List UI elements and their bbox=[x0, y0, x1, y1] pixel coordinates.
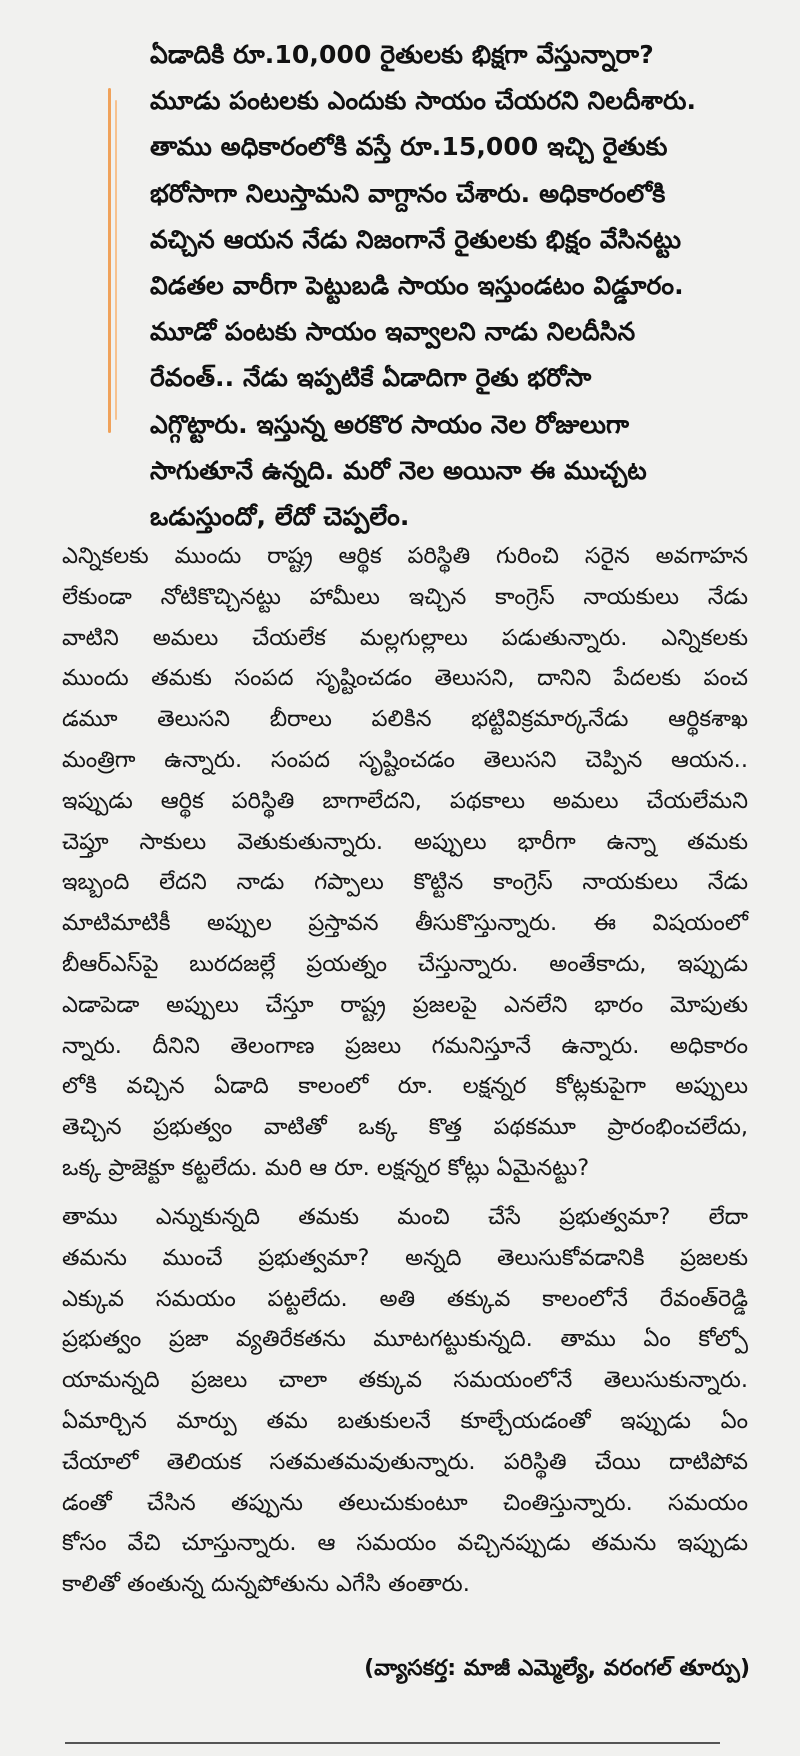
pullquote-line: మూడో పంటకు సాయం ఇవ్వాలని నాడు నిలదీసిన bbox=[150, 317, 636, 347]
footer-divider bbox=[65, 1742, 720, 1744]
paragraph-line: లేకుండా నోటికొచ్చినట్టు హామీలు ఇచ్చిన కాంగ్రెస్ నాయకులు నేడు bbox=[62, 583, 748, 610]
paragraph-line: ఇప్పుడు ఆర్థిక పరిస్థితి బాగాలేదని, పథకాలు అమలు చేయలేమని bbox=[62, 787, 748, 814]
body-paragraph-2 bbox=[62, 1197, 748, 1605]
pullquote-line: వచ్చిన ఆయన నేడు నిజంగానే రైతులకు భిక్షం వేసినట్టు bbox=[150, 224, 682, 254]
pullquote-line: ఒడుస్తుందో, లేదో చెప్పలేం. bbox=[150, 502, 410, 532]
paragraph-line: న్నారు. దీనిని తెలంగాణ ప్రజలు గమనిస్తూనే ఉన్నారు. అధికారం bbox=[62, 1032, 748, 1059]
paragraph-line: ఎడాపెడా అప్పులు చేస్తూ రాష్ట్ర ప్రజలపై ఎనలేని భారం మోపుతు bbox=[62, 991, 749, 1018]
paragraph-line: డంతో చేసిన తప్పును తలుచుకుంటూ చింతిస్తున్నారు. సమయం bbox=[62, 1489, 748, 1516]
pullquote-line: భరోసాగా నిలుస్తామని వాగ్దానం చేశారు. అధికారంలోకి bbox=[150, 178, 666, 208]
paragraph-line: చేయాలో తెలియక సతమతమవుతున్నారు. పరిస్థితి చేయి దాటిపోవ bbox=[62, 1448, 748, 1475]
paragraph-line: మంత్రిగా ఉన్నారు. సంపద సృష్టించడం తెలుసని చెప్పిన ఆయన.. bbox=[62, 746, 748, 773]
paragraph-line: డమూ తెలుసని బీరాలు పలికిన భట్టివిక్రమార్కనేడు ఆర్థికశాఖ bbox=[62, 706, 748, 733]
pullquote-line: రేవంత్.. నేడు ఇప్పటికే ఏడాదిగా రైతు భరోసా bbox=[150, 363, 592, 393]
pullquote-line: సాగుతూనే ఉన్నది. మరో నెల అయినా ఈ ముచ్చట bbox=[150, 455, 647, 485]
paragraph-line: మాటిమాటికీ అప్పుల ప్రస్తావన తీసుకొస్తున్నారు. ఈ విషయంలో bbox=[62, 910, 748, 937]
paragraph-line: తెచ్చిన ప్రభుత్వం వాటితో ఒక్క కొత్త పథకమూ ప్రారంభించలేదు, bbox=[62, 1114, 748, 1141]
pullquote-line: తాము అధికారంలోకి వస్తే రూ.15,000 ఇచ్చి రైతుకు bbox=[150, 132, 668, 162]
pullquote-line: విడతల వారీగా పెట్టుబడి సాయం ఇస్తుండటం విడ్డూరం. bbox=[150, 271, 684, 301]
paragraph-line: బీఆర్ఎస్‌పై బురదజల్లే ప్రయత్నం చేస్తున్నారు. అంతేకాదు, ఇప్పుడు bbox=[62, 950, 748, 977]
body-paragraph-1 bbox=[62, 536, 748, 1189]
paragraph-line: తాము ఎన్నుకున్నది తమకు మంచి చేసే ప్రభుత్వమా? లేదా bbox=[62, 1204, 748, 1230]
pullquote-accent-bar bbox=[108, 88, 111, 433]
pullquote-line: ఏడాదికి రూ.10,000 రైతులకు భిక్షగా వేస్తున్నారా? bbox=[150, 40, 654, 69]
paragraph-line: ఏమార్చిన మార్పు తమ బతుకులనే కూల్చేయడంతో ఇప్పుడు ఏం bbox=[62, 1407, 748, 1434]
paragraph-line: ఒక్క ప్రాజెక్టూ కట్టలేదు. మరి ఆ రూ. లక్షన్నర కోట్లు ఏమైనట్టు? bbox=[62, 1154, 590, 1181]
paragraph-line: వాటిని అమలు చేయలేక మల్లగుల్లాలు పడుతున్నారు. ఎన్నికలకు bbox=[62, 624, 748, 651]
paragraph-line: లోకి వచ్చిన ఏడాది కాలంలో రూ. లక్షన్నర కోట్లకుపైగా అప్పులు bbox=[62, 1073, 748, 1100]
author-byline: (వ్యాసకర్త: మాజీ ఎమ్మెల్యే, వరంగల్ తూర్పు) bbox=[364, 1656, 750, 1681]
paragraph-line: తమను ముంచే ప్రభుత్వమా? అన్నది తెలుసుకోవడానికి ప్రజలకు bbox=[62, 1244, 748, 1271]
paragraph-line: ఇబ్బంది లేదని నాడు గప్పాలు కొట్టిన కాంగ్రెస్ నాయకులు నేడు bbox=[62, 869, 748, 896]
paragraph-line: చెప్తూ సాకులు వెతుకుతున్నారు. అప్పులు భారీగా ఉన్నా తమకు bbox=[62, 828, 748, 855]
paragraph-line: కాలితో తంతున్న దున్నపోతును ఎగేసి తంతారు. bbox=[62, 1571, 470, 1598]
paragraph-line: యామన్నది ప్రజలు చాలా తక్కువ సమయంలోనే తెలుసుకున్నారు. bbox=[62, 1367, 748, 1394]
paragraph-line: ఎన్నికలకు ముందు రాష్ట్ర ఆర్థిక పరిస్థితి గురించి సరైన అవగాహన bbox=[62, 543, 748, 569]
pullquote-line: ఎగ్గొట్టారు. ఇస్తున్న అరకొర సాయం నెల రోజులుగా bbox=[150, 409, 630, 439]
pullquote-line: మూడు పంటలకు ఎందుకు సాయం చేయరని నిలదీశారు. bbox=[150, 86, 697, 116]
paragraph-line: ఎక్కువ సమయం పట్టలేదు. అతి తక్కువ కాలంలోనే రేవంత్‌రెడ్డి bbox=[62, 1285, 748, 1312]
paragraph-line: ముందు తమకు సంపద సృష్టించడం తెలుసని, దానిని పేదలకు పంచ bbox=[62, 665, 748, 692]
paragraph-line: ప్రభుత్వం ప్రజా వ్యతిరేకతను మూటగట్టుకున్నది. తాము ఏం కోల్పో bbox=[62, 1326, 748, 1353]
paragraph-line: కోసం వేచి చూస్తున్నారు. ఆ సమయం వచ్చినప్పుడు తమను ఇప్పుడు bbox=[62, 1530, 748, 1557]
pullquote-accent-bar-inner bbox=[115, 100, 117, 420]
pullquote bbox=[150, 32, 770, 540]
